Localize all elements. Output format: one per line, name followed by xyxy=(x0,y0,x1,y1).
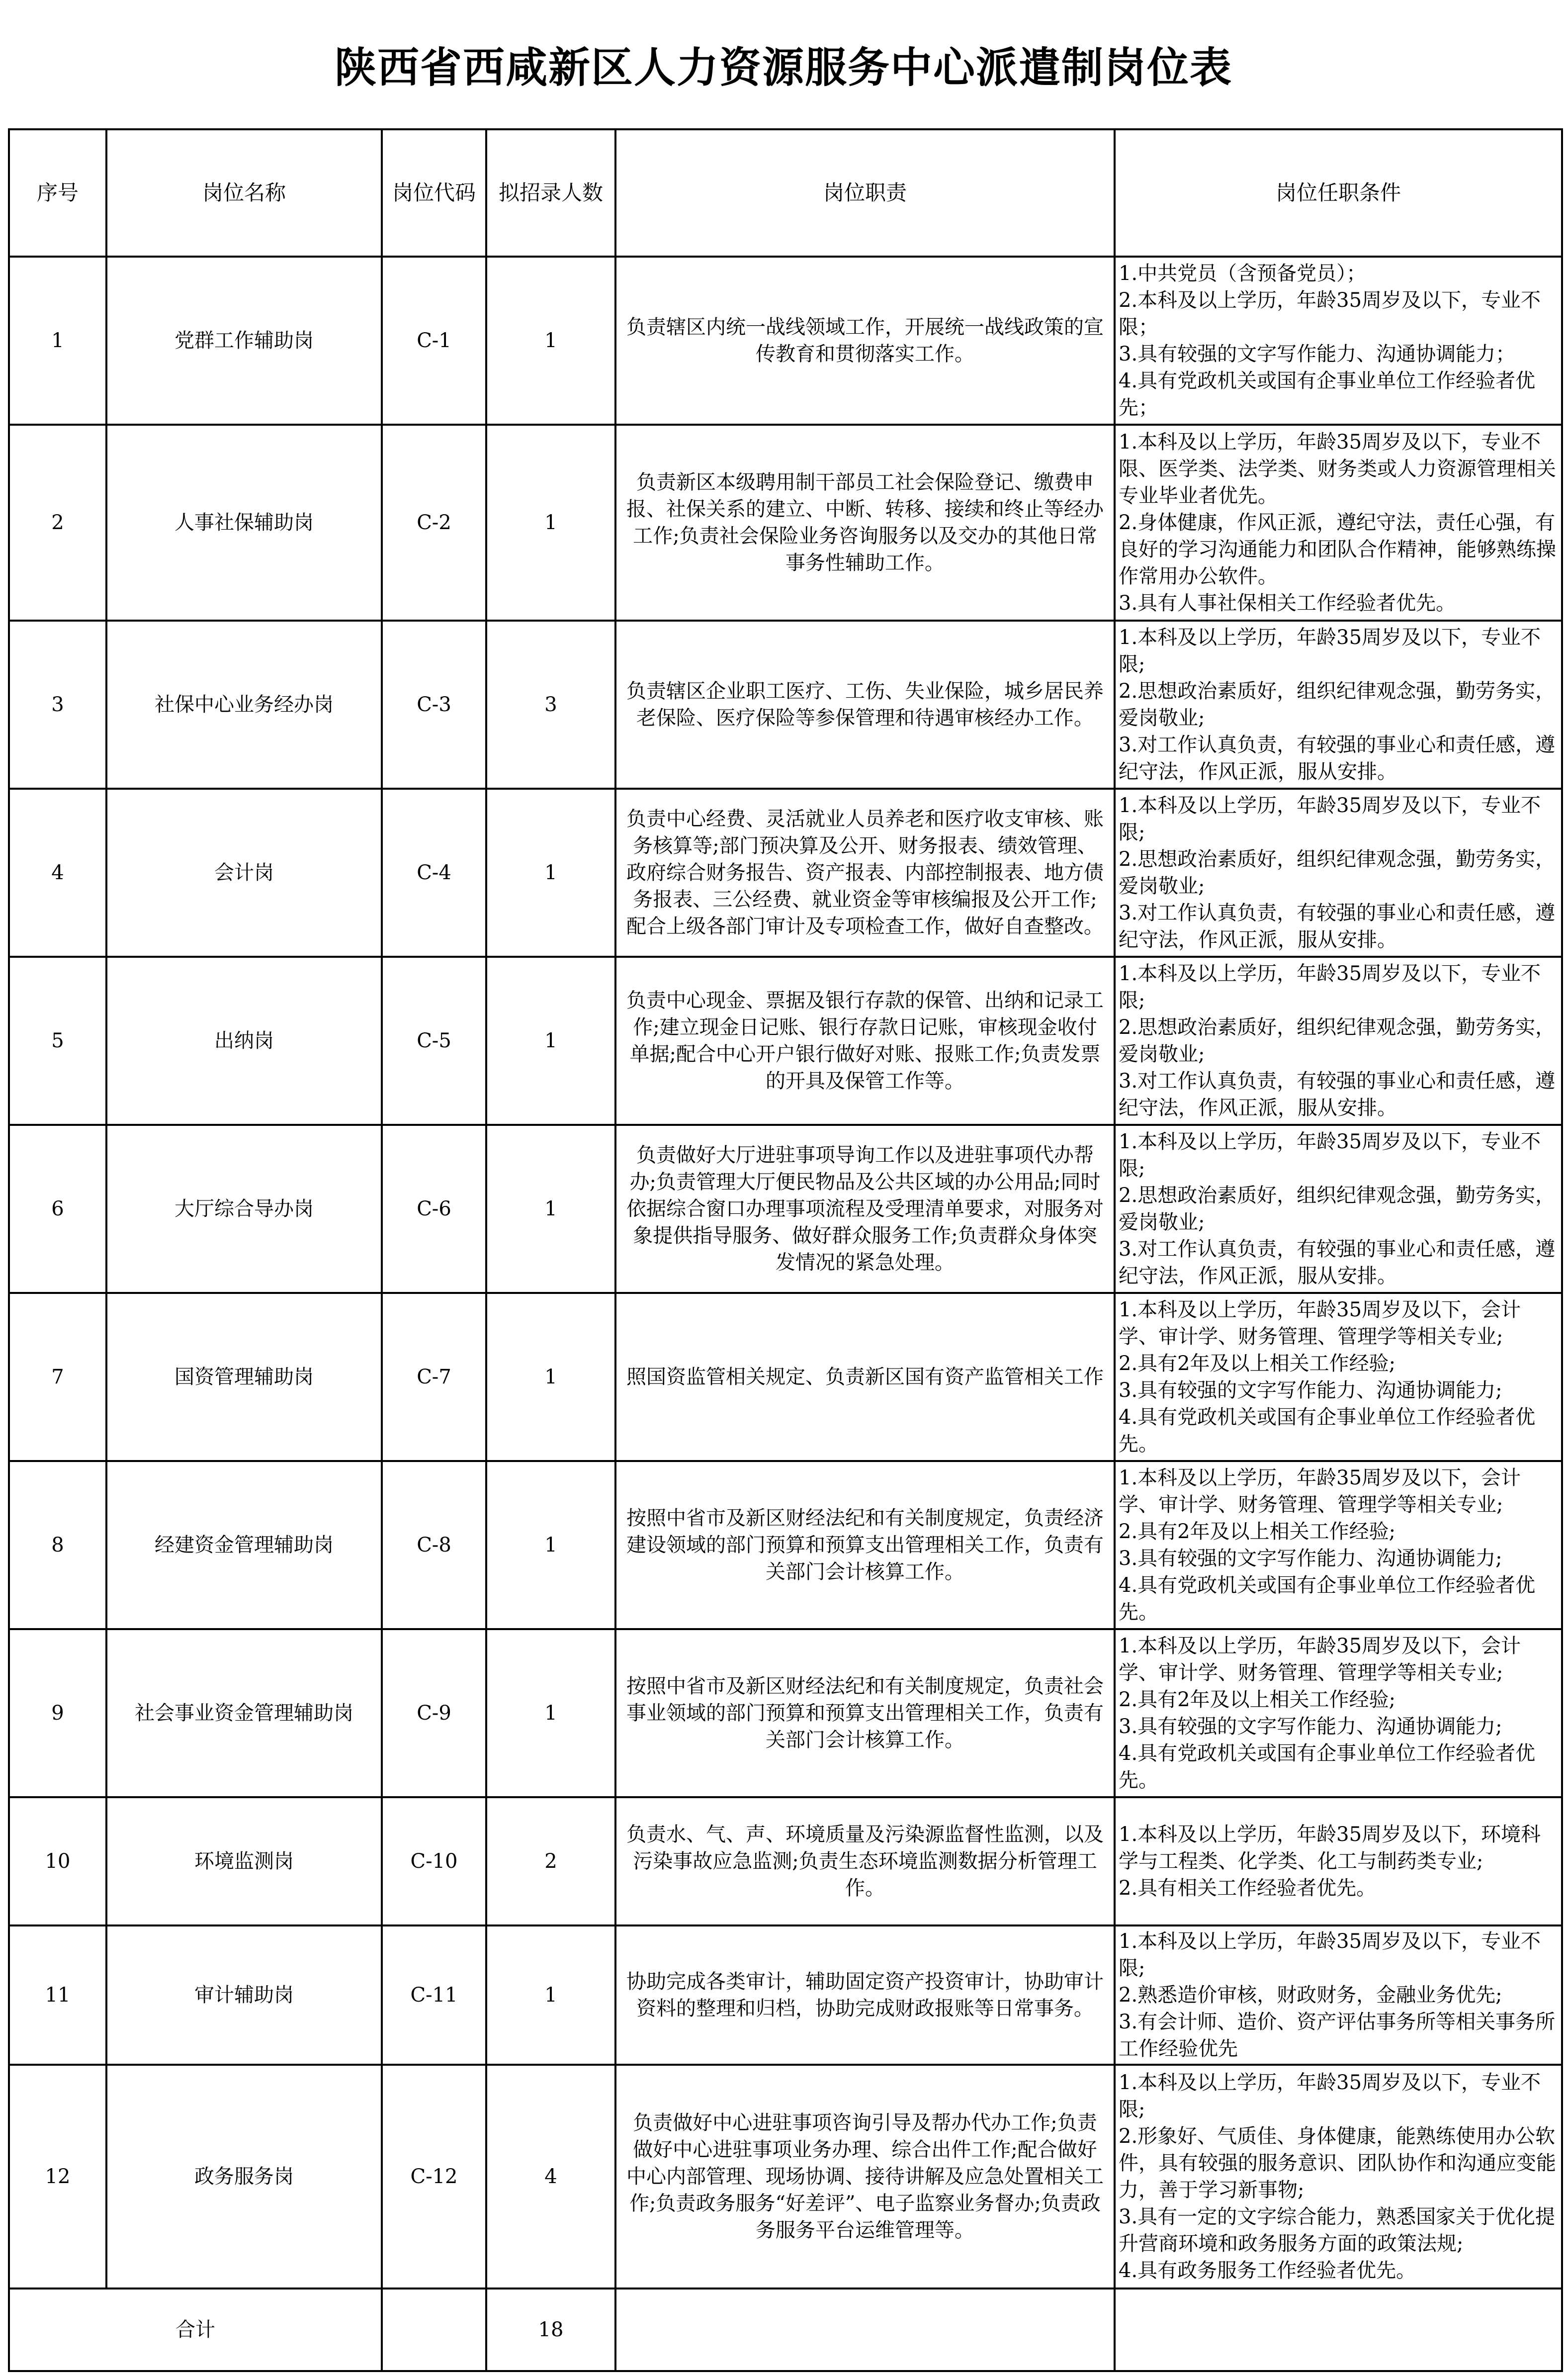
position-name-cell: 政务服务岗 xyxy=(106,2065,382,2288)
total-label: 合计 xyxy=(9,2288,382,2371)
requirement-line: 2.思想政治素质好，组织纪律观念强，勤劳务实，爱岗敬业; xyxy=(1119,1016,1556,1066)
requirement-line: 4.具有党政机关或国有企事业单位工作经验者优先。 xyxy=(1119,1742,1536,1792)
row-index-cell: 11 xyxy=(9,1925,106,2065)
hire-count-cell: 4 xyxy=(486,2065,615,2288)
requirements-cell xyxy=(1115,257,1562,425)
duty-cell: 负责辖区企业职工医疗、工伤、失业保险，城乡居民养老保险、医疗保险等参保管理和待遇审核经办工作。 xyxy=(615,621,1115,789)
hire-count-cell: 1 xyxy=(486,1629,615,1797)
table-row xyxy=(9,2065,1562,2288)
duty-cell: 负责做好中心进驻事项咨询引导及帮办代办工作;负责做好中心进驻事项业务办理、综合出件工作;配合做好中心内部管理、现场协调、接待讲解及应急处置相关工作;负责政务服务“好差评”、电子监察业务督办;负责政务服务平台运维管理等。 xyxy=(615,2065,1115,2288)
hire-count-cell: 1 xyxy=(486,789,615,957)
requirement-line: 2.熟悉造价审核，财政财务，金融业务优先; xyxy=(1119,1984,1502,2007)
row-index-cell: 5 xyxy=(9,957,106,1125)
position-table xyxy=(8,128,1563,2372)
position-code-cell: C-3 xyxy=(382,621,486,789)
duty-cell: 按照中省市及新区财经法纪和有关制度规定，负责经济建设领域的部门预算和预算支出管理相关工作，负责有关部门会计核算工作。 xyxy=(615,1461,1115,1629)
table-row xyxy=(9,257,1562,425)
position-name-cell: 人事社保辅助岗 xyxy=(106,425,382,621)
header-index: 序号 xyxy=(9,129,106,257)
header-count: 拟招录人数 xyxy=(486,129,615,257)
duty-cell: 负责中心经费、灵活就业人员养老和医疗收支审核、账务核算等;部门预决算及公开、财务报表、绩效管理、政府综合财务报告、资产报表、内部控制报表、地方债务报表、三公经费、就业资金等审核编报及公开工作;配合上级各部门审计及专项检查工作，做好自查整改。 xyxy=(615,789,1115,957)
requirement-line: 2.身体健康，作风正派，遵纪守法，责任心强，有良好的学习沟通能力和团队合作精神，能够熟练操作常用办公软件。 xyxy=(1119,511,1556,588)
duty-cell: 按照中省市及新区财经法纪和有关制度规定，负责社会事业领域的部门预算和预算支出管理相关工作，负责有关部门会计核算工作。 xyxy=(615,1629,1115,1797)
hire-count-cell: 3 xyxy=(486,621,615,789)
duty-cell: 负责做好大厅进驻事项导询工作以及进驻事项代办帮办;负责管理大厅便民物品及公共区域的办公用品;同时依据综合窗口办理事项流程及受理清单要求，对服务对象提供指导服务、做好群众服务工作;负责群众身体突发情况的紧急处理。 xyxy=(615,1125,1115,1293)
header-code: 岗位代码 xyxy=(382,129,486,257)
requirements-cell xyxy=(1115,1125,1562,1293)
requirement-line: 4.具有政务服务工作经验者优先。 xyxy=(1119,2259,1416,2282)
requirement-line: 1.本科及以上学历，年龄35周岁及以下，会计学、审计学、财务管理、管理学等相关专业; xyxy=(1119,1635,1521,1684)
requirements-cell xyxy=(1115,957,1562,1125)
requirement-line: 2.具有2年及以上相关工作经验; xyxy=(1119,1688,1396,1711)
duty-cell: 负责中心现金、票据及银行存款的保管、出纳和记录工作;建立现金日记账、银行存款日记账，审核现金收付单据;配合中心开户银行做好对账、报账工作;负责发票的开具及保管工作等。 xyxy=(615,957,1115,1125)
requirements-cell xyxy=(1115,2065,1562,2288)
requirement-line: 3.具有较强的文字写作能力、沟通协调能力； xyxy=(1119,343,1516,366)
duty-cell: 负责水、气、声、环境质量及污染源监督性监测，以及污染事故应急监测;负责生态环境监测数据分析管理工作。 xyxy=(615,1797,1115,1925)
table-row xyxy=(9,621,1562,789)
header-name: 岗位名称 xyxy=(106,129,382,257)
duty-cell: 负责辖区内统一战线领域工作，开展统一战线政策的宣传教育和贯彻落实工作。 xyxy=(615,257,1115,425)
row-index-cell: 2 xyxy=(9,425,106,621)
position-name-cell: 环境监测岗 xyxy=(106,1797,382,1925)
requirement-line: 1.中共党员（含预备党员）； xyxy=(1119,262,1367,285)
position-name-cell: 出纳岗 xyxy=(106,957,382,1125)
requirement-line: 4.具有党政机关或国有企事业单位工作经验者优先。 xyxy=(1119,1574,1536,1624)
position-name-cell: 审计辅助岗 xyxy=(106,1925,382,2065)
requirement-line: 2.本科及以上学历，年龄35周岁及以下，专业不限； xyxy=(1119,289,1541,339)
position-code-cell: C-9 xyxy=(382,1629,486,1797)
requirement-line: 2.思想政治素质好，组织纪律观念强，勤劳务实，爱岗敬业; xyxy=(1119,1184,1556,1234)
position-code-cell: C-7 xyxy=(382,1293,486,1461)
position-name-cell: 国资管理辅助岗 xyxy=(106,1293,382,1461)
requirement-line: 3.具有较强的文字写作能力、沟通协调能力; xyxy=(1119,1715,1502,1738)
table-row xyxy=(9,425,1562,621)
requirement-line: 1.本科及以上学历，年龄35周岁及以下，专业不限; xyxy=(1119,794,1541,844)
table-row xyxy=(9,789,1562,957)
hire-count-cell: 1 xyxy=(486,1461,615,1629)
requirements-cell xyxy=(1115,1797,1562,1925)
duty-cell: 照国资监管相关规定、负责新区国有资产监管相关工作 xyxy=(615,1293,1115,1461)
position-code-cell: C-6 xyxy=(382,1125,486,1293)
requirement-line: 1.本科及以上学历，年龄35周岁及以下，专业不限; xyxy=(1119,962,1541,1012)
total-blank-cell xyxy=(615,2288,1115,2371)
position-code-cell: C-4 xyxy=(382,789,486,957)
row-index-cell: 12 xyxy=(9,2065,106,2288)
table-row xyxy=(9,1293,1562,1461)
requirement-line: 1.本科及以上学历，年龄35周岁及以下，环境科学与工程类、化学类、化工与制药类专业; xyxy=(1119,1823,1541,1873)
duty-cell: 负责新区本级聘用制干部员工社会保险登记、缴费申报、社保关系的建立、中断、转移、接续和终止等经办工作;负责社会保险业务咨询服务以及交办的其他日常事务性辅助工作。 xyxy=(615,425,1115,621)
page-title: 陕西省西咸新区人力资源服务中心派遣制岗位表 xyxy=(334,43,1232,92)
position-name-cell: 社保中心业务经办岗 xyxy=(106,621,382,789)
position-code-cell: C-8 xyxy=(382,1461,486,1629)
position-name-cell: 社会事业资金管理辅助岗 xyxy=(106,1629,382,1797)
hire-count-cell: 1 xyxy=(486,1293,615,1461)
total-count: 18 xyxy=(486,2288,615,2371)
requirement-line: 2.思想政治素质好，组织纪律观念强，勤劳务实，爱岗敬业; xyxy=(1119,680,1556,730)
requirements-cell xyxy=(1115,1925,1562,2065)
requirement-line: 3.对工作认真负责，有较强的事业心和责任感，遵纪守法，作风正派，服从安排。 xyxy=(1119,1070,1556,1119)
requirement-line: 1.本科及以上学历，年龄35周岁及以下，专业不限; xyxy=(1119,2071,1541,2121)
requirements-cell xyxy=(1115,621,1562,789)
position-code-cell: C-11 xyxy=(382,1925,486,2065)
row-index-cell: 8 xyxy=(9,1461,106,1629)
requirement-line: 3.具有较强的文字写作能力、沟通协调能力; xyxy=(1119,1379,1502,1402)
table-row xyxy=(9,957,1562,1125)
requirement-line: 1.本科及以上学历，年龄35周岁及以下，会计学、审计学、财务管理、管理学等相关专业; xyxy=(1119,1466,1521,1516)
table-row xyxy=(9,1797,1562,1925)
hire-count-cell: 2 xyxy=(486,1797,615,1925)
total-blank-cell xyxy=(382,2288,486,2371)
requirement-line: 2.思想政治素质好，组织纪律观念强，勤劳务实，爱岗敬业; xyxy=(1119,848,1556,898)
table-row xyxy=(9,1925,1562,2065)
requirement-line: 1.本科及以上学历，年龄35周岁及以下，专业不限; xyxy=(1119,1130,1541,1180)
table-row xyxy=(9,1461,1562,1629)
row-index-cell: 4 xyxy=(9,789,106,957)
position-name-cell: 会计岗 xyxy=(106,789,382,957)
position-code-cell: C-10 xyxy=(382,1797,486,1925)
hire-count-cell: 1 xyxy=(486,1125,615,1293)
duty-cell: 协助完成各类审计，辅助固定资产投资审计，协助审计资料的整理和归档，协助完成财政报账等日常事务。 xyxy=(615,1925,1115,2065)
requirement-line: 3.对工作认真负责，有较强的事业心和责任感，遵纪守法，作风正派，服从安排。 xyxy=(1119,902,1556,951)
row-index-cell: 1 xyxy=(9,257,106,425)
requirements-cell xyxy=(1115,1293,1562,1461)
header-duty: 岗位职责 xyxy=(615,129,1115,257)
position-name-cell: 经建资金管理辅助岗 xyxy=(106,1461,382,1629)
row-index-cell: 7 xyxy=(9,1293,106,1461)
requirement-line: 3.对工作认真负责，有较强的事业心和责任感，遵纪守法，作风正派，服从安排。 xyxy=(1119,733,1556,783)
requirement-line: 4.具有党政机关或国有企事业单位工作经验者优先。 xyxy=(1119,1406,1536,1456)
requirement-line: 2.具有2年及以上相关工作经验; xyxy=(1119,1520,1396,1543)
total-row xyxy=(9,2288,1562,2371)
requirement-line: 2.具有相关工作经验者优先。 xyxy=(1119,1877,1377,1900)
requirements-cell xyxy=(1115,1629,1562,1797)
position-name-cell: 大厅综合导办岗 xyxy=(106,1125,382,1293)
requirement-line: 1.本科及以上学历，年龄35周岁及以下，会计学、审计学、财务管理、管理学等相关专业; xyxy=(1119,1298,1521,1348)
row-index-cell: 6 xyxy=(9,1125,106,1293)
position-code-cell: C-5 xyxy=(382,957,486,1125)
requirement-line: 3.具有一定的文字综合能力，熟悉国家关于优化提升营商环境和政务服务方面的政策法规; xyxy=(1119,2205,1556,2255)
requirement-line: 3.具有人事社保相关工作经验者优先。 xyxy=(1119,592,1456,615)
hire-count-cell: 1 xyxy=(486,1925,615,2065)
hire-count-cell: 1 xyxy=(486,257,615,425)
requirement-line: 4.具有党政机关或国有企事业单位工作经验者优先； xyxy=(1119,369,1536,419)
position-code-cell: C-12 xyxy=(382,2065,486,2288)
table-header-row xyxy=(9,129,1562,257)
requirements-cell xyxy=(1115,425,1562,621)
requirement-line: 1.本科及以上学历，年龄35周岁及以下，专业不限; xyxy=(1119,626,1541,676)
row-index-cell: 10 xyxy=(9,1797,106,1925)
hire-count-cell: 1 xyxy=(486,957,615,1125)
requirements-cell xyxy=(1115,789,1562,957)
requirement-line: 1.本科及以上学历，年龄35周岁及以下，专业不限; xyxy=(1119,1930,1541,1980)
row-index-cell: 9 xyxy=(9,1629,106,1797)
requirement-line: 2.形象好、气质佳、身体健康，能熟练使用办公软件，具有较强的服务意识、团队协作和沟通应变能力，善于学习新事物; xyxy=(1119,2125,1556,2201)
requirement-line: 1.本科及以上学历，年龄35周岁及以下，专业不限、医学类、法学类、财务类或人力资源管理相关专业毕业者优先。 xyxy=(1119,431,1556,507)
total-blank-cell xyxy=(1115,2288,1562,2371)
row-index-cell: 3 xyxy=(9,621,106,789)
header-req: 岗位任职条件 xyxy=(1115,129,1562,257)
requirement-line: 3.有会计师、造价、资产评估事务所等相关事务所工作经验优先 xyxy=(1119,2011,1556,2060)
requirement-line: 3.对工作认真负责，有较强的事业心和责任感，遵纪守法，作风正派，服从安排。 xyxy=(1119,1238,1556,1287)
requirement-line: 2.具有2年及以上相关工作经验; xyxy=(1119,1352,1396,1375)
requirements-cell xyxy=(1115,1461,1562,1629)
table-row xyxy=(9,1125,1562,1293)
position-code-cell: C-2 xyxy=(382,425,486,621)
hire-count-cell: 1 xyxy=(486,425,615,621)
position-code-cell: C-1 xyxy=(382,257,486,425)
position-name-cell: 党群工作辅助岗 xyxy=(106,257,382,425)
requirement-line: 3.具有较强的文字写作能力、沟通协调能力; xyxy=(1119,1547,1502,1570)
table-row xyxy=(9,1629,1562,1797)
